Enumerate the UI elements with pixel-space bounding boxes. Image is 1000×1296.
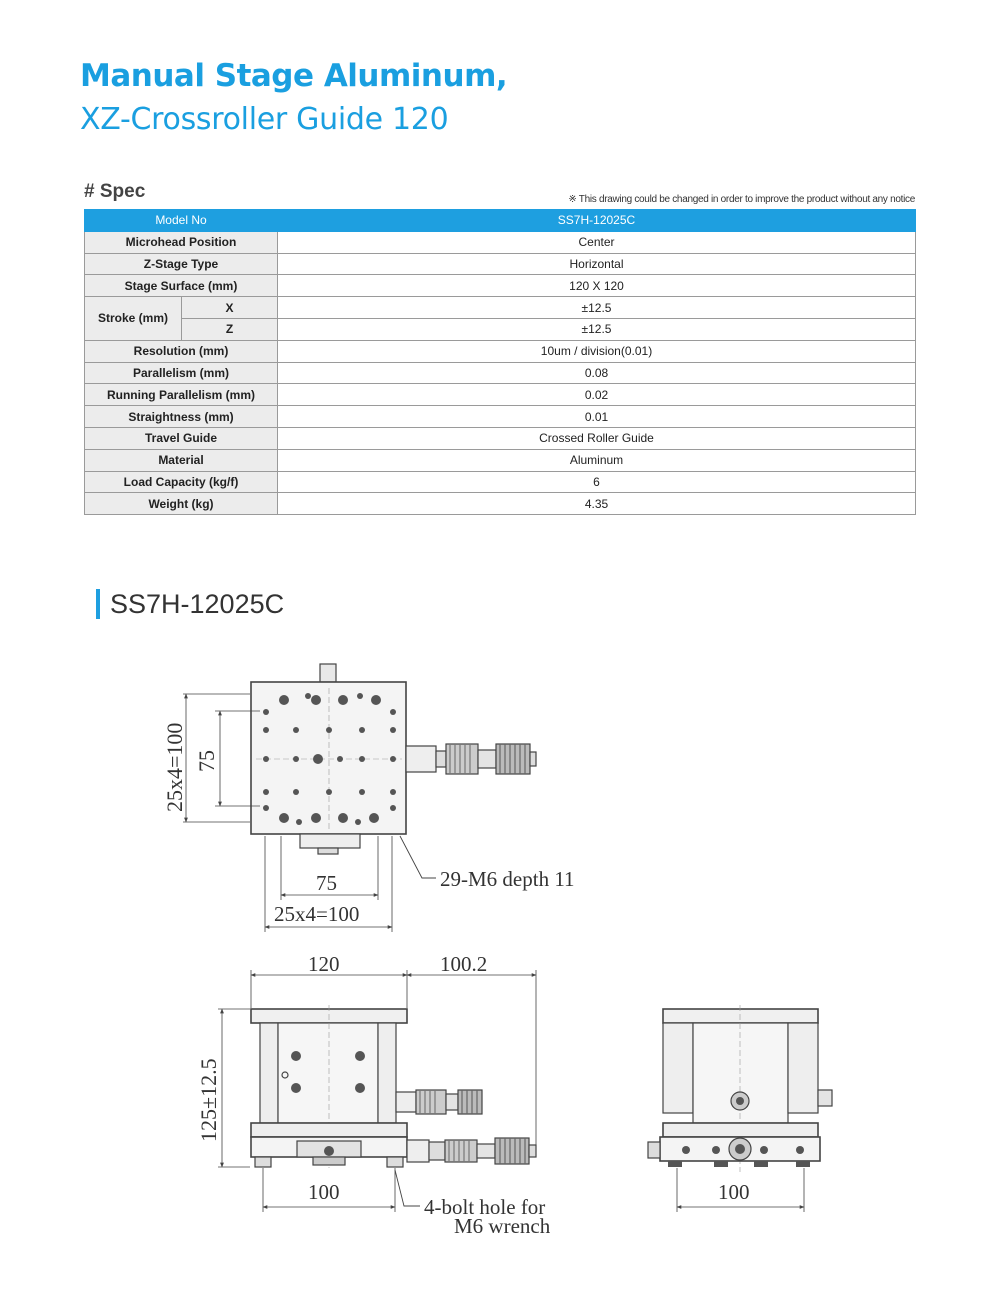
row-value: 4.35 <box>278 493 916 515</box>
row-value: 0.01 <box>278 406 916 428</box>
header-model: SS7H-12025C <box>278 210 916 232</box>
header-label: Model No <box>85 210 278 232</box>
callout-bolt-hole-line2: M6 wrench <box>454 1214 551 1238</box>
callout-m6-holes: 29-M6 depth 11 <box>440 867 575 891</box>
row-label: Material <box>85 449 278 471</box>
dim-top-left-outer: 25x4=100 <box>162 722 187 812</box>
top-view <box>183 664 536 932</box>
dim-top-left-inner: 75 <box>194 750 219 772</box>
dim-front-height: 125±12.5 <box>196 1058 221 1142</box>
row-value: 10um / division(0.01) <box>278 340 916 362</box>
row-value: Horizontal <box>278 253 916 275</box>
row-value: 6 <box>278 471 916 493</box>
row-value: 120 X 120 <box>278 275 916 297</box>
row-label: Travel Guide <box>85 427 278 449</box>
dim-top-bottom-inner: 75 <box>316 871 337 895</box>
dim-side-base: 100 <box>718 1180 750 1204</box>
page-title: Manual Stage Aluminum, <box>80 58 508 94</box>
row-value: 0.08 <box>278 362 916 384</box>
dim-front-width: 120 <box>308 952 340 976</box>
row-label: Weight (kg) <box>85 493 278 515</box>
row-label: Load Capacity (kg/f) <box>85 471 278 493</box>
dim-top-bottom-outer: 25x4=100 <box>274 902 360 926</box>
callout-bolt-hole-line1: 4-bolt hole for <box>424 1195 546 1219</box>
stroke-label: Stroke (mm) <box>85 297 182 341</box>
row-label: Z-Stage Type <box>85 253 278 275</box>
row-value: Aluminum <box>278 449 916 471</box>
row-label: Microhead Position <box>85 231 278 253</box>
row-label: Resolution (mm) <box>85 340 278 362</box>
row-value: 0.02 <box>278 384 916 406</box>
row-label: Stage Surface (mm) <box>85 275 278 297</box>
row-label: Straightness (mm) <box>85 406 278 428</box>
stroke-z-label: Z <box>182 318 278 340</box>
spec-heading: # Spec <box>84 181 146 202</box>
front-view <box>218 970 536 1212</box>
row-value: Center <box>278 231 916 253</box>
row-label: Parallelism (mm) <box>85 362 278 384</box>
spec-notice: ※ This drawing could be changed in order to improve the product without any notice <box>568 194 915 205</box>
stroke-x-label: X <box>182 297 278 319</box>
row-value: Crossed Roller Guide <box>278 427 916 449</box>
row-label: Running Parallelism (mm) <box>85 384 278 406</box>
model-heading: SS7H-12025C <box>96 589 284 619</box>
dim-front-base: 100 <box>308 1180 340 1204</box>
stroke-z-value: ±12.5 <box>278 318 916 340</box>
page-subtitle: XZ-Crossroller Guide 120 <box>80 102 449 137</box>
dim-front-micrometer: 100.2 <box>440 952 488 976</box>
stroke-x-value: ±12.5 <box>278 297 916 319</box>
